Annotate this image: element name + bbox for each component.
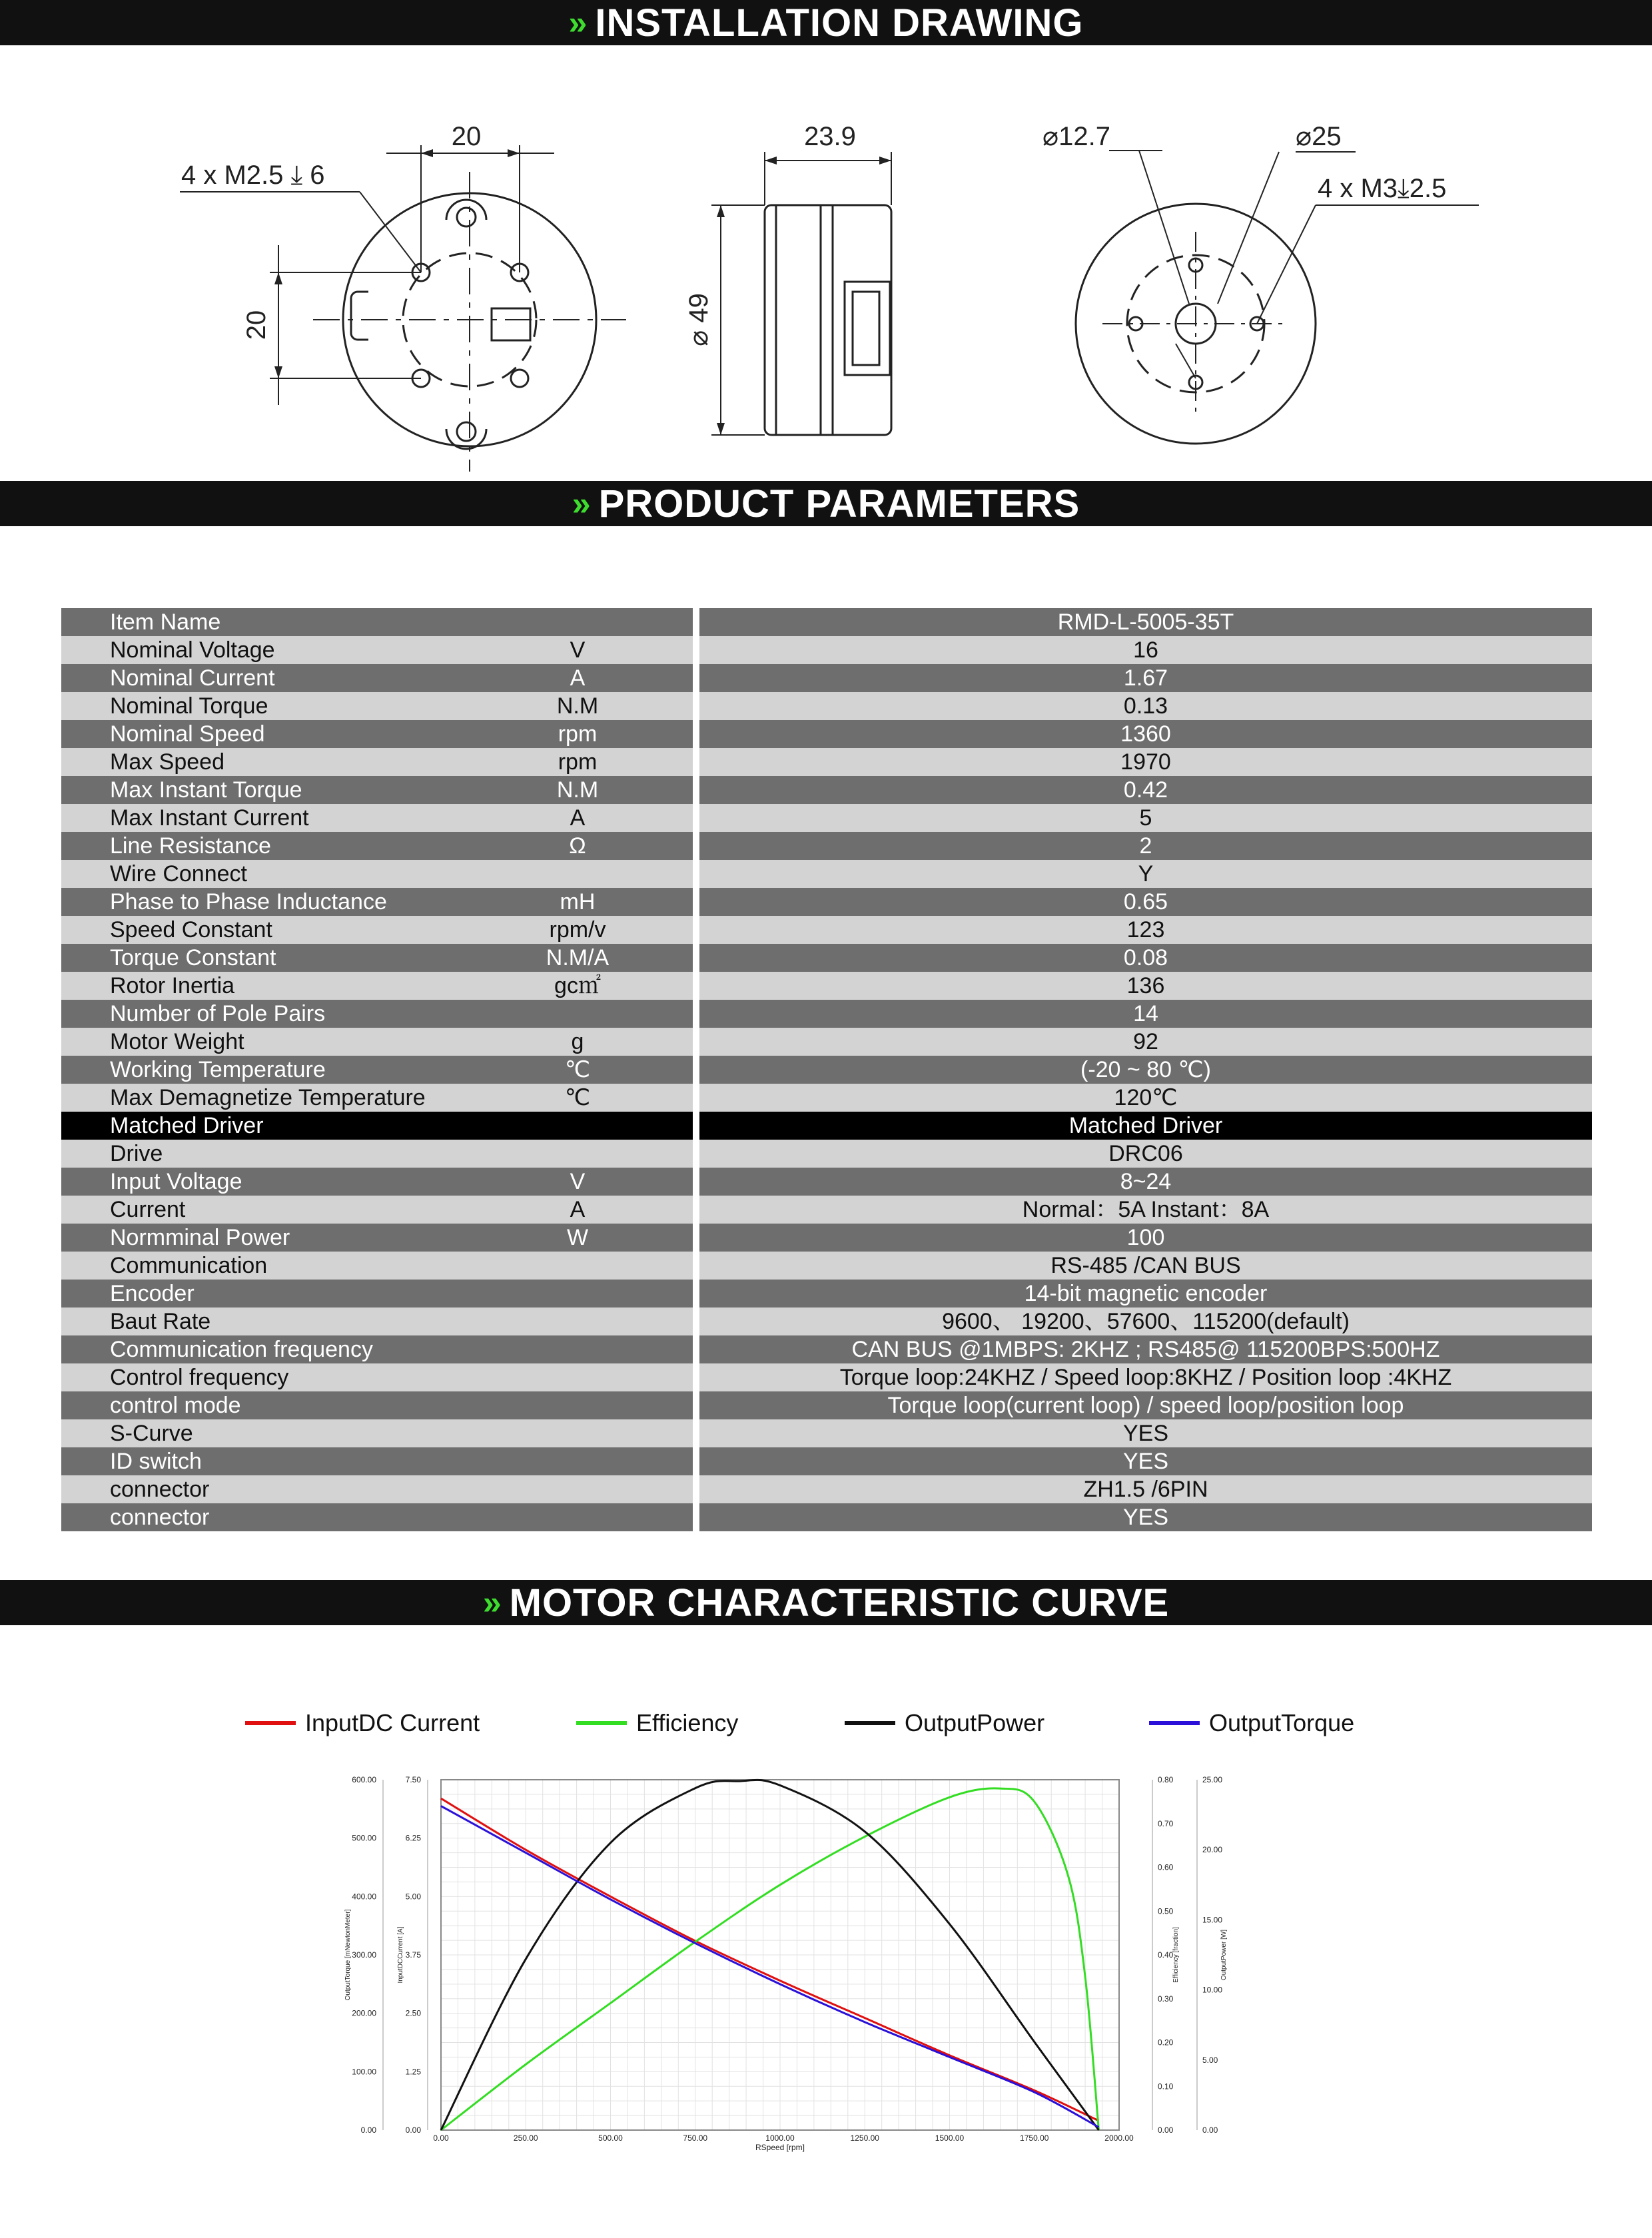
- param-name: connector: [110, 1505, 210, 1530]
- param-label-cell: [61, 1168, 693, 1196]
- param-name: Phase to Phase Inductance: [110, 889, 387, 915]
- parameters-section-header: [0, 481, 1652, 526]
- front-view: [180, 145, 626, 472]
- param-label-cell: [61, 1028, 693, 1056]
- table-row: [61, 1363, 1592, 1391]
- y-tick-label: 5.00: [405, 1892, 421, 1902]
- param-name: Drive: [110, 1141, 163, 1166]
- divider: [693, 1168, 699, 1196]
- table-row: [61, 832, 1592, 860]
- param-name: Number of Pole Pairs: [110, 1001, 326, 1026]
- param-name: Baut Rate: [110, 1309, 211, 1334]
- param-unit: N.M: [556, 777, 599, 803]
- table-row: [61, 1028, 1592, 1056]
- x-tick-label: 250.00: [513, 2133, 538, 2143]
- param-label-cell: [61, 944, 693, 972]
- param-label-cell: [61, 608, 693, 636]
- y-tick-label: 0.60: [1158, 1862, 1174, 1872]
- table-row: [61, 720, 1592, 748]
- param-name: Nominal Voltage: [110, 637, 275, 663]
- param-label-cell: [61, 1503, 693, 1531]
- table-row: [61, 1196, 1592, 1224]
- y-tick-label: 1.25: [405, 2067, 421, 2077]
- y-tick-label: 0.70: [1158, 1818, 1174, 1828]
- divider: [693, 1503, 699, 1531]
- x-tick-label: 1000.00: [765, 2133, 795, 2143]
- x-tick-label: 1500.00: [935, 2133, 965, 2143]
- y-tick-label: 100.00: [352, 2067, 376, 2077]
- section-title: PRODUCT PARAMETERS: [598, 482, 1080, 526]
- param-name: Communication: [110, 1253, 268, 1278]
- param-name: Nominal Torque: [110, 693, 268, 719]
- dim-label: 23.9: [804, 122, 856, 151]
- param-unit: rpm: [558, 721, 598, 747]
- y-tick-label: 10.00: [1202, 1985, 1223, 1995]
- table-row: [61, 692, 1592, 720]
- param-unit: g: [571, 1029, 584, 1054]
- param-label-cell: [61, 888, 693, 916]
- param-unit: W: [566, 1225, 589, 1250]
- x-tick-label: 2000.00: [1104, 2133, 1134, 2143]
- param-unit: Ω: [569, 833, 586, 859]
- legend-label: InputDC Current: [305, 1709, 480, 1736]
- param-unit: V: [570, 1169, 586, 1194]
- table-row: [61, 944, 1592, 972]
- y-tick-label: 25.00: [1202, 1775, 1223, 1784]
- param-label-cell: [61, 636, 693, 664]
- param-name: Nominal Current: [110, 665, 275, 691]
- param-name: Max Speed: [110, 749, 224, 775]
- table-row: [61, 776, 1592, 804]
- table-row: [61, 1335, 1592, 1363]
- table-row: [61, 1503, 1592, 1531]
- table-row: [61, 1475, 1592, 1503]
- table-row: [61, 888, 1592, 916]
- param-value: YES: [699, 1419, 1592, 1447]
- param-unit: A: [570, 805, 586, 831]
- param-value: 0.42: [699, 776, 1592, 804]
- param-value: 9600、 19200、57600、115200(default): [699, 1307, 1592, 1335]
- divider: [693, 664, 699, 692]
- y-tick-label: 0.50: [1158, 1906, 1174, 1916]
- param-label-cell: [61, 748, 693, 776]
- param-value: 1970: [699, 748, 1592, 776]
- y-tick-label: 0.00: [405, 2125, 421, 2135]
- param-name: Line Resistance: [110, 833, 271, 859]
- divider: [693, 972, 699, 1000]
- table-row: [61, 1252, 1592, 1280]
- divider: [693, 1363, 699, 1391]
- table-row: [61, 804, 1592, 832]
- param-unit: rpm: [558, 749, 598, 775]
- param-value: Y: [699, 860, 1592, 888]
- dim-label: ⌀25: [1296, 122, 1342, 151]
- table-row: [61, 1056, 1592, 1084]
- table-row: [61, 860, 1592, 888]
- legend-label: Efficiency: [636, 1709, 739, 1736]
- table-row: [61, 1391, 1592, 1419]
- dim-label: 20: [451, 122, 482, 151]
- side-view: [711, 152, 891, 435]
- param-label-cell: [61, 1475, 693, 1503]
- divider: [693, 1140, 699, 1168]
- param-label-cell: [61, 1391, 693, 1419]
- y-tick-label: 20.00: [1202, 1845, 1223, 1855]
- divider: [693, 1056, 699, 1084]
- param-name: Max Instant Torque: [110, 777, 302, 803]
- y-axis-label: OutputTorque [mNewtonMeter]: [344, 1909, 352, 2001]
- param-label-cell: [61, 1280, 693, 1307]
- y-axis-label: Efficiency [fraction]: [1172, 1927, 1180, 1983]
- param-name: control mode: [110, 1393, 241, 1418]
- y-tick-label: 0.20: [1158, 2038, 1174, 2048]
- param-value: Torque loop(current loop) / speed loop/position loop: [699, 1391, 1592, 1419]
- divider: [693, 804, 699, 832]
- table-row: [61, 1307, 1592, 1335]
- table-row: [61, 1224, 1592, 1252]
- legend-label: OutputTorque: [1209, 1709, 1355, 1736]
- param-label-cell: [61, 720, 693, 748]
- table-row: [61, 1168, 1592, 1196]
- x-tick-label: 1250.00: [850, 2133, 879, 2143]
- param-value: 16: [699, 636, 1592, 664]
- param-label-cell: [61, 804, 693, 832]
- y-tick-label: 300.00: [352, 1950, 376, 1960]
- y-tick-label: 5.00: [1202, 2055, 1218, 2065]
- y-tick-label: 600.00: [352, 1775, 376, 1784]
- section-title: MOTOR CHARACTERISTIC CURVE: [509, 1581, 1170, 1625]
- table-row: [61, 916, 1592, 944]
- dim-label: ⌀ 49: [684, 293, 713, 346]
- param-value: Torque loop:24KHZ / Speed loop:8KHZ / Position loop :4KHZ: [699, 1363, 1592, 1391]
- param-name: Motor Weight: [110, 1029, 244, 1054]
- param-value: CAN BUS @1MBPS: 2KHZ ; RS485@ 115200BPS:500HZ: [699, 1335, 1592, 1363]
- y-axis-label: InputDCCurrent [A]: [397, 1926, 404, 1984]
- param-label-cell: [61, 1419, 693, 1447]
- divider: [693, 916, 699, 944]
- param-value: 8~24: [699, 1168, 1592, 1196]
- param-name: Input Voltage: [110, 1169, 242, 1194]
- param-value: 5: [699, 804, 1592, 832]
- y-tick-label: 0.80: [1158, 1775, 1174, 1784]
- param-value: 100: [699, 1224, 1592, 1252]
- table-row: [61, 664, 1592, 692]
- y-tick-label: 400.00: [352, 1892, 376, 1902]
- param-name: Communication frequency: [110, 1337, 373, 1362]
- curve-section-header: [0, 1580, 1652, 1625]
- param-name: Working Temperature: [110, 1057, 326, 1082]
- chart: [0, 1625, 1652, 2238]
- series-line-inputdc-current: [441, 1798, 1098, 2121]
- divider: [693, 944, 699, 972]
- param-value: YES: [699, 1447, 1592, 1475]
- param-unit: ℃: [564, 1085, 591, 1110]
- table-row: [61, 608, 1592, 636]
- param-label-cell: [61, 832, 693, 860]
- param-label-cell: [61, 972, 693, 1000]
- param-value: 0.13: [699, 692, 1592, 720]
- param-unit: A: [570, 665, 586, 691]
- divider: [693, 776, 699, 804]
- param-label-cell: [61, 1363, 693, 1391]
- dim-label: 20: [242, 310, 271, 340]
- param-label-cell: [61, 776, 693, 804]
- divider: [693, 608, 699, 636]
- param-label-cell: [61, 1335, 693, 1363]
- table-row: [61, 1112, 1592, 1140]
- param-value: 136: [699, 972, 1592, 1000]
- param-label-cell: [61, 1196, 693, 1224]
- x-tick-label: 750.00: [683, 2133, 708, 2143]
- divider: [693, 1391, 699, 1419]
- series-line-outputtorque: [441, 1806, 1098, 2127]
- divider: [693, 1196, 699, 1224]
- table-row: [61, 1140, 1592, 1168]
- param-label-cell: [61, 1307, 693, 1335]
- param-name: Matched Driver: [110, 1113, 264, 1138]
- y-tick-label: 3.75: [405, 1950, 421, 1960]
- param-unit: A: [570, 1197, 586, 1222]
- y-tick-label: 7.50: [405, 1775, 421, 1784]
- param-value: 1.67: [699, 664, 1592, 692]
- param-unit: N.M/A: [546, 945, 610, 970]
- y-tick-label: 0.10: [1158, 2081, 1174, 2091]
- param-label-cell: [61, 664, 693, 692]
- param-value: ZH1.5 /6PIN: [699, 1475, 1592, 1503]
- param-label-cell: [61, 860, 693, 888]
- param-value: (-20 ~ 80 ℃): [699, 1056, 1592, 1084]
- param-name: S-Curve: [110, 1421, 193, 1446]
- parameters-table: [61, 608, 1592, 1531]
- divider: [693, 720, 699, 748]
- hole-callout: 4 x M2.5 ⤓ 6: [181, 161, 325, 190]
- param-unit: V: [570, 637, 586, 663]
- divider: [693, 636, 699, 664]
- divider: [693, 1475, 699, 1503]
- divider: [693, 1112, 699, 1140]
- param-label-cell: [61, 1084, 693, 1112]
- param-name: Normminal Power: [110, 1225, 290, 1250]
- installation-section-header: [0, 0, 1652, 45]
- param-label-cell: [61, 916, 693, 944]
- param-name: connector: [110, 1477, 210, 1502]
- param-name: Max Instant Current: [110, 805, 309, 831]
- param-name: ID switch: [110, 1449, 202, 1474]
- param-name: Item Name: [110, 609, 221, 635]
- y-axis-label: OutputPower [W]: [1220, 1929, 1228, 1981]
- table-row: [61, 1084, 1592, 1112]
- y-tick-label: 0.40: [1158, 1950, 1174, 1960]
- param-value: Normal：5A Instant：8A: [699, 1196, 1592, 1224]
- divider: [693, 888, 699, 916]
- divider: [693, 832, 699, 860]
- param-label-cell: [61, 1447, 693, 1475]
- y-tick-label: 200.00: [352, 2008, 376, 2018]
- param-label-cell: [61, 1000, 693, 1028]
- param-name: Encoder: [110, 1281, 195, 1306]
- param-name: Control frequency: [110, 1365, 289, 1390]
- y-tick-label: 0.00: [360, 2125, 376, 2135]
- param-value: Matched Driver: [699, 1112, 1592, 1140]
- param-name: Speed Constant: [110, 917, 272, 942]
- param-name: Wire Connect: [110, 861, 247, 887]
- param-unit: mH: [560, 889, 596, 915]
- table-row: [61, 636, 1592, 664]
- x-axis-label: RSpeed [rpm]: [755, 2143, 805, 2152]
- param-value: YES: [699, 1503, 1592, 1531]
- param-value: 0.08: [699, 944, 1592, 972]
- param-value: 92: [699, 1028, 1592, 1056]
- param-label-cell: [61, 1252, 693, 1280]
- x-tick-label: 1750.00: [1020, 2133, 1049, 2143]
- param-value: RS-485 /CAN BUS: [699, 1252, 1592, 1280]
- param-value: 120℃: [699, 1084, 1592, 1112]
- param-unit: ℃: [564, 1057, 591, 1082]
- param-unit: N.M: [556, 693, 599, 719]
- param-name: Torque Constant: [110, 945, 276, 970]
- param-value: 0.65: [699, 888, 1592, 916]
- divider: [693, 860, 699, 888]
- table-row: [61, 972, 1592, 1000]
- y-tick-label: 2.50: [405, 2008, 421, 2018]
- divider: [693, 748, 699, 776]
- y-tick-label: 500.00: [352, 1833, 376, 1843]
- param-name: Current: [110, 1197, 186, 1222]
- table-row: [61, 1000, 1592, 1028]
- param-value: RMD-L-5005-35T: [699, 608, 1592, 636]
- param-label-cell: [61, 692, 693, 720]
- table-row: [61, 1447, 1592, 1475]
- installation-drawing: [0, 45, 1652, 481]
- x-tick-label: 500.00: [598, 2133, 623, 2143]
- chevron-icon: »: [572, 485, 587, 522]
- divider: [693, 1028, 699, 1056]
- table-row: [61, 1280, 1592, 1307]
- param-value: DRC06: [699, 1140, 1592, 1168]
- chevron-icon: »: [568, 4, 584, 41]
- characteristic-curve: [0, 1625, 1652, 2238]
- divider: [693, 1224, 699, 1252]
- param-label-cell: [61, 1140, 693, 1168]
- divider: [693, 1419, 699, 1447]
- param-value: 14-bit magnetic encoder: [699, 1280, 1592, 1307]
- section-title: INSTALLATION DRAWING: [595, 1, 1084, 45]
- divider: [693, 1000, 699, 1028]
- param-label-cell: [61, 1056, 693, 1084]
- param-name: Max Demagnetize Temperature: [110, 1085, 426, 1110]
- divider: [693, 1307, 699, 1335]
- table-row: [61, 1419, 1592, 1447]
- param-unit: rpm/v: [549, 917, 606, 942]
- divider: [693, 1335, 699, 1363]
- chevron-icon: »: [482, 1584, 498, 1621]
- param-unit: gc㎡: [554, 973, 601, 998]
- y-tick-label: 0.00: [1158, 2125, 1174, 2135]
- divider: [693, 692, 699, 720]
- y-tick-label: 6.25: [405, 1833, 421, 1843]
- y-tick-label: 0.00: [1202, 2125, 1218, 2135]
- series-line-efficiency: [441, 1788, 1098, 2130]
- legend-label: OutputPower: [905, 1709, 1045, 1736]
- hole-callout: 4 x M3⤓2.5: [1318, 174, 1447, 203]
- x-tick-label: 0.00: [433, 2133, 449, 2143]
- param-name: Nominal Speed: [110, 721, 265, 747]
- param-value: 2: [699, 832, 1592, 860]
- param-label-cell: [61, 1112, 693, 1140]
- param-value: 123: [699, 916, 1592, 944]
- dim-label: ⌀12.7: [1042, 122, 1110, 151]
- param-label-cell: [61, 1224, 693, 1252]
- divider: [693, 1280, 699, 1307]
- table-row: [61, 748, 1592, 776]
- divider: [693, 1252, 699, 1280]
- y-tick-label: 15.00: [1202, 1915, 1223, 1925]
- param-value: 1360: [699, 720, 1592, 748]
- param-name: Rotor Inertia: [110, 973, 235, 998]
- param-value: 14: [699, 1000, 1592, 1028]
- divider: [693, 1084, 699, 1112]
- y-tick-label: 0.30: [1158, 1994, 1174, 2004]
- divider: [693, 1447, 699, 1475]
